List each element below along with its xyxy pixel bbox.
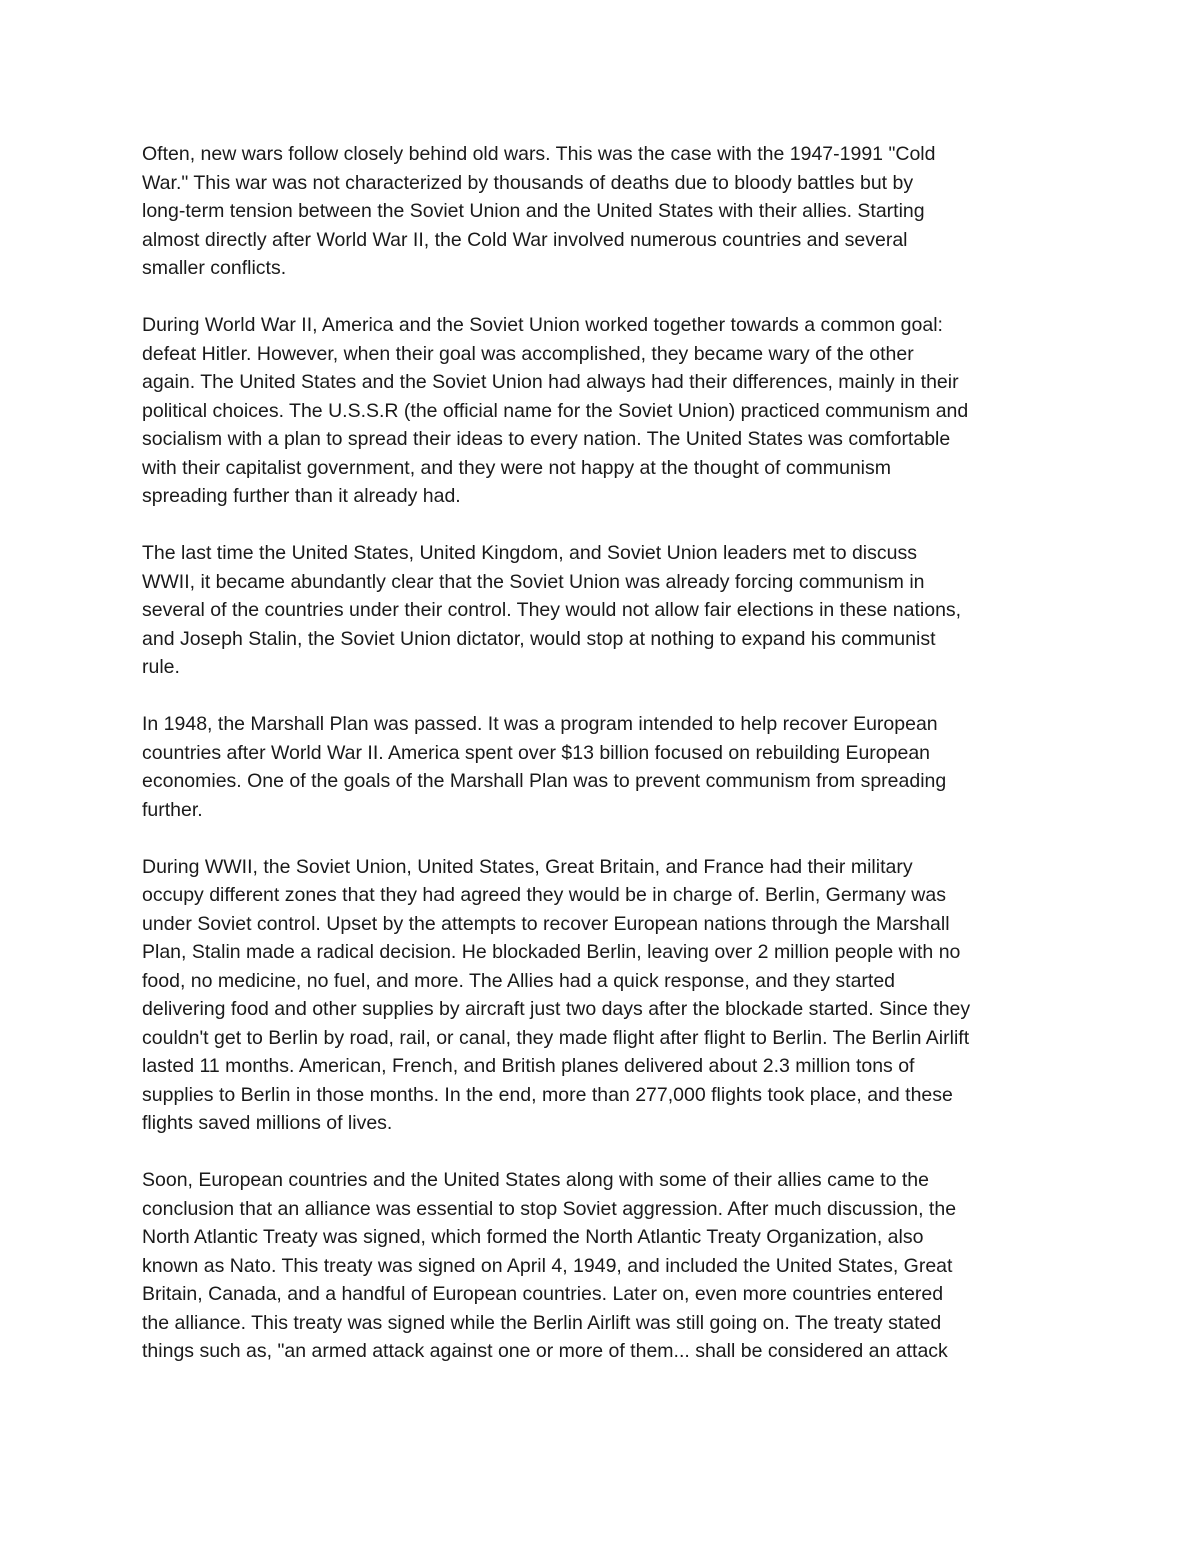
paragraph-leaders-meeting: [142, 539, 1067, 682]
text-line: North Atlantic Treaty was signed, which formed the North Atlantic Treaty Organization, also: [142, 1226, 924, 1248]
text-line: almost directly after World War II, the Cold War involved numerous countries and several: [142, 228, 908, 251]
text-line: conclusion that an alliance was essential to stop Soviet aggression. After much discussion, the: [142, 1197, 957, 1220]
text-line: political choices. The U.S.S.R (the official name for the Soviet Union) practiced communism and: [142, 399, 969, 422]
text-line: smaller conflicts.: [142, 257, 287, 279]
text-line: During World War II, America and the Soviet Union worked together towards a common goal:: [142, 314, 943, 336]
paragraph-nato: [142, 1166, 1067, 1366]
text-line: The last time the United States, United Kingdom, and Soviet Union leaders met to discuss: [142, 542, 917, 564]
text-line: things such as, "an armed attack against one or more of them... shall be considered an attack: [142, 1340, 948, 1362]
text-line: War." This war was not characterized by thousands of deaths due to bloody battles but by: [142, 171, 914, 194]
text-line: rule.: [142, 656, 180, 678]
text-line: defeat Hitler. However, when their goal was accomplished, they became wary of the other: [142, 342, 914, 365]
text-line: economies. One of the goals of the Marshall Plan was to prevent communism from spreading: [142, 770, 947, 792]
text-line: under Soviet control. Upset by the attempts to recover European nations through the Marshall: [142, 912, 950, 935]
text-line: flights saved millions of lives.: [142, 1112, 393, 1134]
text-line: with their capitalist government, and they were not happy at the thought of communism: [142, 456, 891, 479]
text-line: again. The United States and the Soviet Union had always had their differences, mainly in their: [142, 371, 959, 393]
text-line: WWII, it became abundantly clear that the Soviet Union was already forcing communism in: [142, 570, 925, 593]
paragraph-cold-war-intro: [142, 140, 1067, 283]
text-line: occupy different zones that they had agreed they would be in charge of. Berlin, Germany was: [142, 884, 946, 906]
text-line: countries after World War II. America spent over $13 billion focused on rebuilding European: [142, 741, 931, 764]
text-line: socialism with a plan to spread their ideas to every nation. The United States was comfortable: [142, 428, 951, 450]
text-line: couldn't get to Berlin by road, rail, or canal, they made flight after flight to Berlin. The Berlin Airlift: [142, 1026, 970, 1049]
text-line: delivering food and other supplies by aircraft just two days after the blockade started. Since they: [142, 998, 971, 1020]
text-line: the alliance. This treaty was signed while the Berlin Airlift was still going on. The treaty stated: [142, 1311, 942, 1334]
text-line: known as Nato. This treaty was signed on April 4, 1949, and included the United States, Great: [142, 1254, 953, 1277]
text-line: supplies to Berlin in those months. In the end, more than 277,000 flights took place, and these: [142, 1083, 953, 1106]
text-line: Often, new wars follow closely behind old wars. This was the case with the 1947-1991 "Cold: [142, 143, 936, 165]
text-line: Plan, Stalin made a radical decision. He blockaded Berlin, leaving over 2 million people with no: [142, 941, 961, 963]
text-line: During WWII, the Soviet Union, United States, Great Britain, and France had their military: [142, 855, 913, 878]
text-line: spreading further than it already had.: [142, 485, 461, 507]
text-line: several of the countries under their control. They would not allow fair elections in these nations,: [142, 599, 962, 621]
text-line: food, no medicine, no fuel, and more. The Allies had a quick response, and they started: [142, 969, 896, 992]
text-line: Soon, European countries and the United States along with some of their allies came to the: [142, 1169, 929, 1191]
paragraph-berlin-airlift: [142, 853, 1067, 1138]
text-line: further.: [142, 798, 203, 821]
text-line: In 1948, the Marshall Plan was passed. It was a program intended to help recover European: [142, 713, 938, 735]
text-line: lasted 11 months. American, French, and British planes delivered about 2.3 million tons of: [142, 1055, 915, 1077]
document-body: [142, 140, 1067, 1394]
paragraph-wwii-alliance: [142, 311, 1067, 511]
paragraph-marshall-plan: [142, 710, 1067, 824]
text-line: long-term tension between the Soviet Union and the United States with their allies. Starting: [142, 200, 925, 222]
text-line: and Joseph Stalin, the Soviet Union dictator, would stop at nothing to expand his communist: [142, 627, 936, 650]
text-line: Britain, Canada, and a handful of European countries. Later on, even more countries entered: [142, 1283, 944, 1305]
